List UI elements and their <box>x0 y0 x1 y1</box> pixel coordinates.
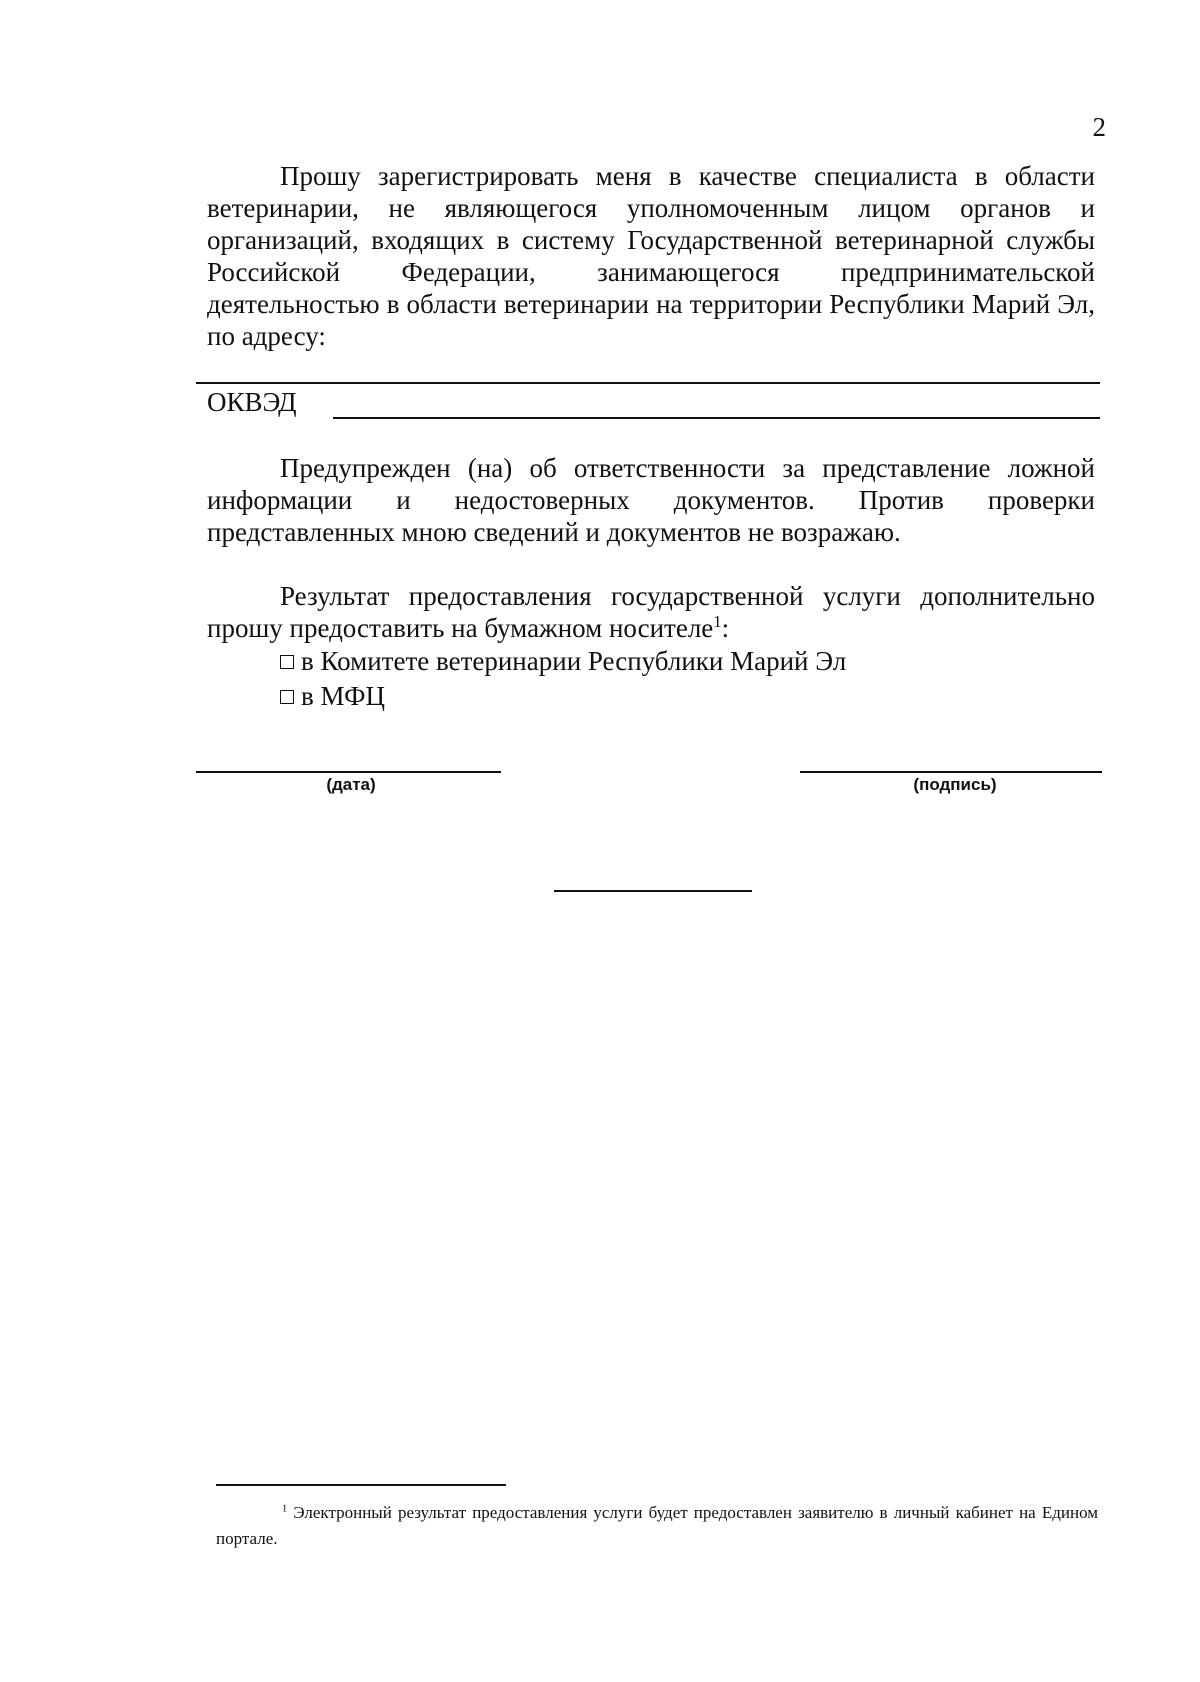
liability-warning-paragraph: Предупрежден (на) об ответственности за представление ложной информации и недостоверных документов. Против проверки представленных мною сведений и документов не возражаю. <box>207 453 1095 547</box>
okved-label: ОКВЭД <box>207 387 297 417</box>
option-committee[interactable] <box>280 645 846 677</box>
end-of-form-divider <box>554 890 752 892</box>
address-fill-line[interactable] <box>196 382 1100 384</box>
date-fill-line[interactable] <box>196 771 501 773</box>
signature-caption: (подпись) <box>913 775 997 794</box>
option-committee-label: в Комитете ветеринарии Республики Марий Эл <box>301 646 847 676</box>
option-mfc[interactable] <box>280 680 385 712</box>
paper-result-request-paragraph <box>207 580 1095 644</box>
footnote-number: 1 <box>282 1503 288 1515</box>
footnote-text: Электронный результат предоставления услуги будет предоставлен заявителю в личный кабинет на Едином портале. <box>216 1503 1099 1548</box>
paragraph-colon: : <box>721 613 730 643</box>
page-number: 2 <box>1092 112 1106 142</box>
footnote-divider <box>216 1484 506 1486</box>
option-mfc-label: в МФЦ <box>301 681 385 711</box>
checkbox-mfc[interactable] <box>280 690 294 704</box>
okved-fill-line[interactable] <box>333 417 1100 419</box>
paper-result-request-text: Результат предоставления государственной услуги дополнительно прошу предоставить на бумажном носителе <box>207 581 1095 643</box>
registration-request-paragraph: Прошу зарегистрировать меня в качестве специалиста в области ветеринарии, не являющегося уполномоченным лицом органов и организаций, входящих в систему Государственной ветеринарной службы Российской Федерации, занимающегося предпринимательской деятельностью в области ветеринарии на территории Республики Марий Эл, по адресу: <box>207 161 1095 351</box>
footnote-reference: 1 <box>713 612 722 631</box>
checkbox-committee[interactable] <box>280 655 294 669</box>
footnote <box>216 1500 1098 1552</box>
signature-fill-line[interactable] <box>800 771 1102 773</box>
date-caption: (дата) <box>326 775 376 794</box>
